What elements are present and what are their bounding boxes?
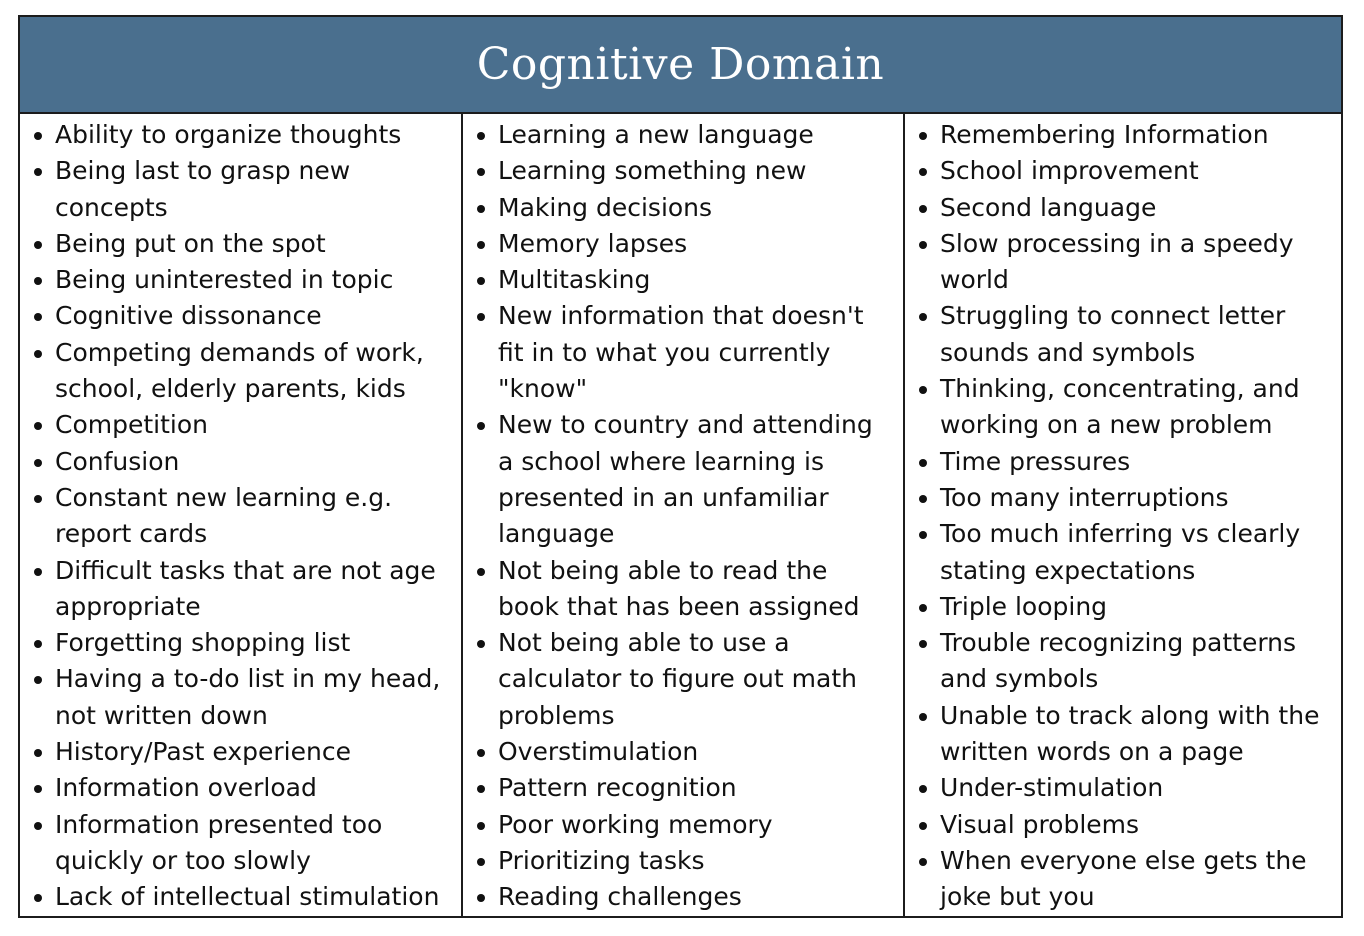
list-item-text: Competition [55, 410, 208, 440]
bullet-icon [34, 894, 42, 902]
list-item [913, 371, 1333, 444]
bullet-icon [34, 350, 42, 358]
column-1-list [28, 117, 453, 916]
cognitive-domain-table [18, 15, 1343, 918]
list-item-text: Second language [940, 192, 1157, 222]
list-item-text: Having a to-do list in my head, not written down [55, 664, 441, 730]
list-item-text: Pattern recognition [498, 773, 737, 803]
list-item [28, 770, 453, 806]
list-item-text: Under-stimulation [940, 773, 1164, 803]
bullet-icon [477, 168, 485, 176]
list-item-text: Being put on the spot [55, 228, 326, 258]
bullet-icon [34, 785, 42, 793]
list-item-text: Unable to track along with the written words on a page [940, 700, 1320, 767]
list-item [28, 625, 453, 661]
list-item [471, 807, 895, 843]
list-item [913, 480, 1333, 516]
list-item-text: Slow processing in a speedy world [940, 228, 1294, 295]
bullet-icon [919, 822, 927, 830]
bullet-icon [477, 277, 485, 285]
list-item-text: Being last to grasp new concepts [55, 156, 351, 222]
list-item-text: Visual problems [940, 809, 1140, 839]
list-item-text: Not being able to use a calculator to figure out math problems [498, 628, 857, 730]
bullet-icon [919, 313, 927, 321]
list-item [471, 843, 895, 879]
column-2-list [471, 117, 895, 916]
list-item [471, 879, 895, 915]
bullet-icon [919, 531, 927, 539]
bullet-icon [34, 495, 42, 503]
list-item [471, 190, 895, 226]
bullet-icon [477, 568, 485, 576]
bullet-icon [34, 168, 42, 176]
list-item [471, 153, 895, 189]
list-item-text: Time pressures [940, 446, 1131, 476]
list-item-text: Too many interruptions [940, 482, 1229, 512]
list-item [913, 298, 1333, 371]
bullet-icon [919, 205, 927, 213]
list-item-text: School improvement [940, 156, 1199, 186]
list-item [471, 770, 895, 806]
list-item-text: Overstimulation [498, 737, 699, 767]
list-item [28, 807, 453, 880]
list-item-text: Lack of intellectual stimulation [55, 882, 440, 912]
list-item-text: Learning something new [498, 156, 807, 186]
bullet-icon [477, 640, 485, 648]
list-item [913, 589, 1333, 625]
bullet-icon [34, 277, 42, 285]
bullet-icon [34, 822, 42, 830]
bullet-icon [919, 495, 927, 503]
bullet-icon [477, 822, 485, 830]
list-item [471, 625, 895, 734]
list-item-text: Competing demands of work, school, elderly parents, kids [55, 337, 424, 404]
bullet-icon [919, 241, 927, 249]
list-item-text: History/Past experience [55, 737, 351, 767]
bullet-icon [919, 459, 927, 467]
list-item [471, 262, 895, 298]
list-item [28, 153, 453, 226]
list-item [471, 553, 895, 626]
list-item-text: Information overload [55, 773, 317, 803]
list-item-text: Reading challenges [498, 882, 742, 912]
bullet-icon [477, 894, 485, 902]
column-3-list [913, 117, 1333, 916]
list-item-text: Difficult tasks that are not age appropriate [55, 555, 436, 621]
bullet-icon [477, 313, 485, 321]
list-item [28, 407, 453, 443]
column-3 [903, 114, 1341, 916]
list-item-text: Cognitive dissonance [55, 301, 322, 331]
bullet-icon [34, 749, 42, 757]
bullet-icon [34, 568, 42, 576]
bullet-icon [34, 241, 42, 249]
list-item [913, 190, 1333, 226]
list-item-text: Thinking, concentrating, and working on a new problem [940, 374, 1300, 440]
bullet-icon [34, 676, 42, 684]
list-item-text: Making decisions [498, 192, 713, 222]
list-item-text: Learning a new language [498, 120, 814, 149]
column-2 [461, 114, 903, 916]
list-item [913, 843, 1333, 916]
bullet-icon [919, 604, 927, 612]
column-1 [20, 114, 461, 916]
bullet-icon [919, 785, 927, 793]
list-item-text: Being uninterested in topic [55, 265, 394, 295]
bullet-icon [34, 422, 42, 430]
list-item [28, 553, 453, 626]
list-item [28, 262, 453, 298]
list-item-text: Forgetting shopping list [55, 628, 351, 658]
bullet-icon [919, 858, 927, 866]
list-item-text: Multitasking [498, 265, 651, 295]
list-item [28, 444, 453, 480]
list-item-text: Ability to organize thoughts [55, 120, 402, 149]
list-item-text: Poor working memory [498, 809, 773, 839]
list-item [471, 298, 895, 407]
list-item [28, 661, 453, 734]
bullet-icon [919, 386, 927, 394]
bullet-icon [477, 422, 485, 430]
list-item-text: Too much inferring vs clearly stating expectations [940, 519, 1301, 585]
list-item [913, 625, 1333, 698]
list-item [471, 117, 895, 153]
list-item-text: Remembering Information [940, 120, 1269, 149]
list-item [28, 298, 453, 334]
bullet-icon [34, 459, 42, 467]
list-item [28, 734, 453, 770]
list-item [28, 226, 453, 262]
list-item-text: Not being able to read the book that has been assigned [498, 555, 860, 621]
list-item-text: Information presented too quickly or too slowly [55, 809, 383, 875]
bullet-icon [477, 749, 485, 757]
bullet-icon [477, 205, 485, 213]
list-item [913, 698, 1333, 771]
list-item-text: Prioritizing tasks [498, 845, 705, 875]
list-item [28, 879, 453, 915]
list-item [471, 407, 895, 552]
list-item [913, 117, 1333, 153]
bullet-icon [477, 241, 485, 249]
bullet-icon [477, 785, 485, 793]
list-item [28, 117, 453, 153]
list-item-text: Memory lapses [498, 228, 688, 258]
list-item-text: Struggling to connect letter sounds and symbols [940, 301, 1286, 367]
bullet-icon [919, 168, 927, 176]
list-item-text: Constant new learning e.g. report cards [55, 482, 393, 549]
bullet-icon [477, 132, 485, 140]
table-title: Cognitive Domain [20, 17, 1341, 114]
bullet-icon [34, 132, 42, 140]
bullet-icon [34, 640, 42, 648]
list-item [913, 516, 1333, 589]
list-item [913, 153, 1333, 189]
list-item [28, 480, 453, 553]
list-item-text: Triple looping [940, 591, 1108, 621]
bullet-icon [919, 713, 927, 721]
list-item-text: Trouble recognizing patterns and symbols [940, 628, 1297, 694]
bullet-icon [34, 313, 42, 321]
bullet-icon [919, 640, 927, 648]
list-item [471, 734, 895, 770]
list-item-text: When everyone else gets the joke but you [940, 845, 1307, 912]
list-item [913, 444, 1333, 480]
list-item [28, 335, 453, 408]
list-item [913, 807, 1333, 843]
bullet-icon [477, 858, 485, 866]
bullet-icon [919, 132, 927, 140]
list-item-text: New information that doesn't fit in to what you currently "know" [498, 301, 864, 404]
list-item [913, 770, 1333, 806]
list-item-text: Confusion [55, 446, 180, 476]
list-item [471, 226, 895, 262]
table-columns [20, 114, 1341, 916]
list-item [913, 226, 1333, 299]
list-item-text: New to country and attending a school where learning is presented in an unfamiliar language [498, 410, 873, 549]
